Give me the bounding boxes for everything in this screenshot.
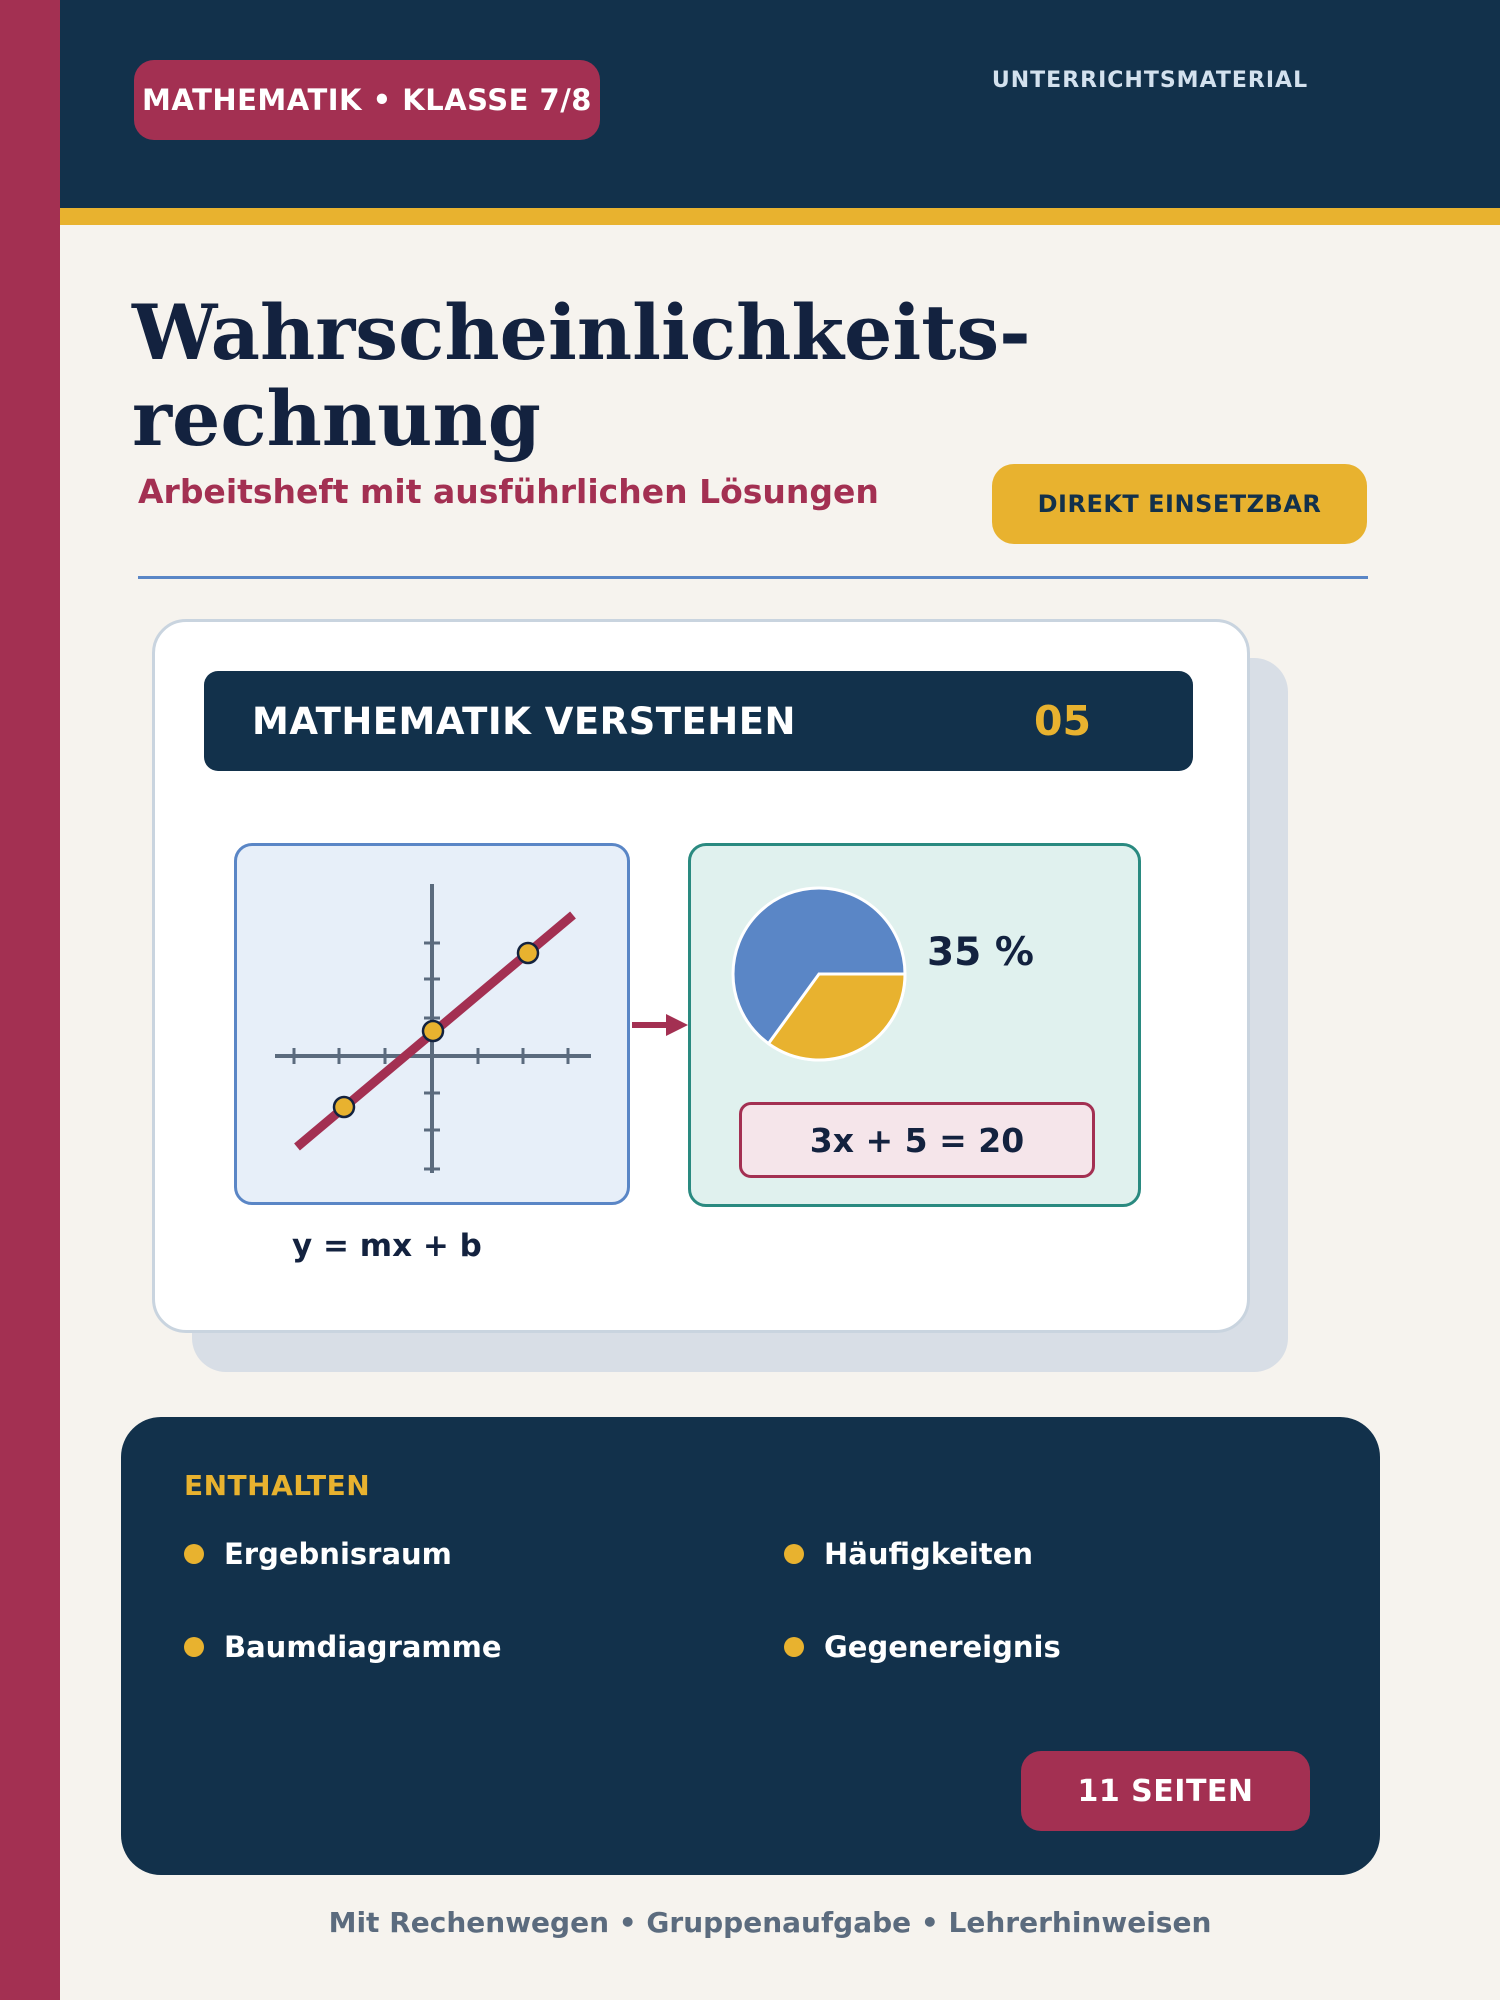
contents-panel — [121, 1417, 1380, 1875]
bullet-icon — [784, 1544, 804, 1564]
stats-panel — [688, 843, 1141, 1207]
contents-heading: ENTHALTEN — [184, 1469, 371, 1502]
graph-formula: y = mx + b — [292, 1228, 482, 1264]
contents-item — [184, 1630, 502, 1664]
card-number: 05 — [1034, 697, 1092, 745]
sidebar-stripe — [0, 0, 60, 2000]
page-title — [132, 290, 1332, 462]
ready-badge: DIREKT EINSETZBAR — [992, 464, 1367, 544]
contents-item-label: Gegenereignis — [824, 1630, 1061, 1664]
contents-item — [784, 1630, 1061, 1664]
contents-item — [784, 1537, 1033, 1571]
title-line-2: rechnung — [132, 374, 541, 463]
title-line-1: Wahrscheinlichkeits- — [132, 288, 1031, 377]
graph-point — [334, 1097, 354, 1117]
card-title: MATHEMATIK VERSTEHEN — [252, 699, 796, 743]
arrow-right-icon — [630, 1010, 690, 1040]
graph-point — [423, 1021, 443, 1041]
subtitle: Arbeitsheft mit ausführlichen Lösungen — [138, 472, 879, 511]
contents-item-label: Häufigkeiten — [824, 1537, 1034, 1571]
bullet-icon — [184, 1544, 204, 1564]
header-label: UNTERRICHTSMATERIAL — [991, 68, 1309, 93]
coordinate-graph-icon — [237, 846, 633, 1208]
graph-panel — [234, 843, 630, 1205]
header-accent-stripe — [60, 208, 1500, 225]
pie-chart-icon — [729, 884, 909, 1064]
bullet-icon — [784, 1637, 804, 1657]
graph-point — [518, 943, 538, 963]
contents-item — [184, 1537, 452, 1571]
bullet-icon — [184, 1637, 204, 1657]
contents-item-label: Ergebnisraum — [224, 1537, 452, 1571]
percent-label: 35 % — [927, 930, 1034, 975]
pages-badge: 11 SEITEN — [1021, 1751, 1310, 1831]
divider — [138, 576, 1368, 579]
card-header — [204, 671, 1193, 771]
contents-item-label: Baumdiagramme — [224, 1630, 502, 1664]
subject-badge: MATHEMATIK • KLASSE 7/8 — [134, 60, 600, 140]
footer-note: Mit Rechenwegen • Gruppenaufgabe • Lehrerhinweisen — [328, 1906, 1212, 1939]
equation-box: 3x + 5 = 20 — [739, 1102, 1095, 1178]
